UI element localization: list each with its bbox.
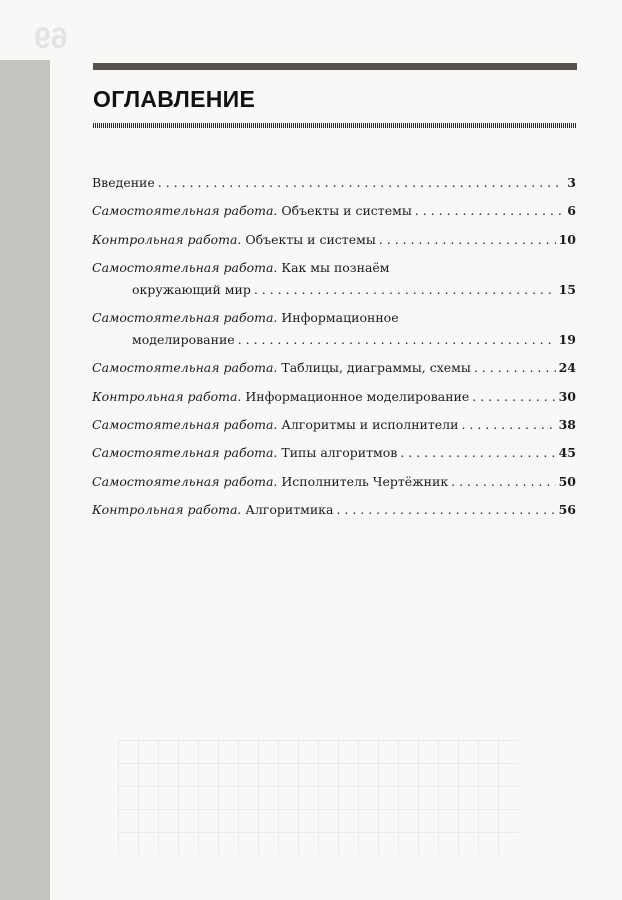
toc-entry[interactable] <box>92 499 576 521</box>
toc-entry-page: 50 <box>558 473 576 489</box>
toc-entry-title: Объекты и системы <box>245 231 376 247</box>
toc-entry-kind: Контрольная работа. <box>92 388 242 404</box>
dot-leader <box>158 172 565 194</box>
page-title: ОГЛАВЛЕНИЕ <box>93 86 256 112</box>
dot-leader <box>451 471 555 493</box>
toc-entry[interactable] <box>92 307 576 351</box>
dot-leader <box>336 499 555 521</box>
toc-entry-page: 3 <box>567 175 576 190</box>
dot-leader <box>254 279 556 301</box>
toc-entry-page: 15 <box>558 281 576 297</box>
toc-entry-introduction[interactable] <box>92 172 576 194</box>
toc-entry-kind: Самостоятельная работа. <box>92 259 278 275</box>
toc-entry-page: 56 <box>558 501 576 517</box>
toc-entry[interactable] <box>92 257 576 301</box>
dot-leader <box>461 414 555 436</box>
toc-entry-kind: Контрольная работа. <box>92 231 242 247</box>
toc-entry-title-continuation: моделирование <box>132 332 235 348</box>
bleed-through-page-number: 69 <box>34 22 68 55</box>
toc-entry-kind: Контрольная работа. <box>92 501 242 517</box>
page-edge-strip <box>0 60 50 900</box>
toc-entry-title-continuation: окружающий мир <box>132 281 251 297</box>
toc-entry-title: Информационное <box>281 310 399 326</box>
toc-entry-kind: Самостоятельная работа. <box>92 203 278 219</box>
toc-entry-page: 24 <box>558 360 576 376</box>
toc-entry[interactable] <box>92 357 576 379</box>
toc-entry-kind: Самостоятельная работа. <box>92 417 278 433</box>
toc-entry-page: 19 <box>558 332 576 348</box>
dot-leader <box>379 229 556 251</box>
top-rule <box>93 63 577 70</box>
toc-entry-title: Исполнитель Чертёжник <box>281 473 449 489</box>
toc-entry-kind: Самостоятельная работа. <box>92 473 278 489</box>
toc-entry[interactable] <box>92 442 576 464</box>
dot-leader <box>472 386 555 408</box>
toc-entry[interactable] <box>92 200 576 222</box>
dot-leader <box>415 200 565 222</box>
bleed-through-grid <box>118 740 518 855</box>
toc-entry-title: Объекты и системы <box>281 203 412 219</box>
toc-entry-kind: Самостоятельная работа. <box>92 310 278 326</box>
toc-entry-kind: Самостоятельная работа. <box>92 445 278 461</box>
toc-entry-title: Таблицы, диаграммы, схемы <box>281 360 471 376</box>
toc-entry-title: Алгоритмы и исполнители <box>281 417 459 433</box>
toc-entry-title: Информационное моделирование <box>245 388 470 404</box>
toc-entry-title: Алгоритмика <box>245 501 334 517</box>
toc-entry-title: Типы алгоритмов <box>281 445 398 461</box>
toc-entry[interactable] <box>92 414 576 436</box>
toc-entry-page: 38 <box>558 417 576 433</box>
toc-entry-page: 10 <box>558 231 576 247</box>
toc-entry-page: 45 <box>558 445 576 461</box>
dot-leader <box>474 357 556 379</box>
toc-entry[interactable] <box>92 386 576 408</box>
toc-entry-title: Введение <box>92 175 155 190</box>
toc-entry[interactable] <box>92 229 576 251</box>
dot-leader <box>238 329 556 351</box>
table-of-contents <box>92 172 576 527</box>
toc-entry[interactable] <box>92 471 576 493</box>
title-underline-rule <box>93 123 577 128</box>
toc-entry-title: Как мы познаём <box>281 259 390 275</box>
toc-entry-kind: Самостоятельная работа. <box>92 360 278 376</box>
dot-leader <box>400 442 555 464</box>
toc-entry-page: 6 <box>567 203 576 219</box>
toc-entry-page: 30 <box>558 388 576 404</box>
